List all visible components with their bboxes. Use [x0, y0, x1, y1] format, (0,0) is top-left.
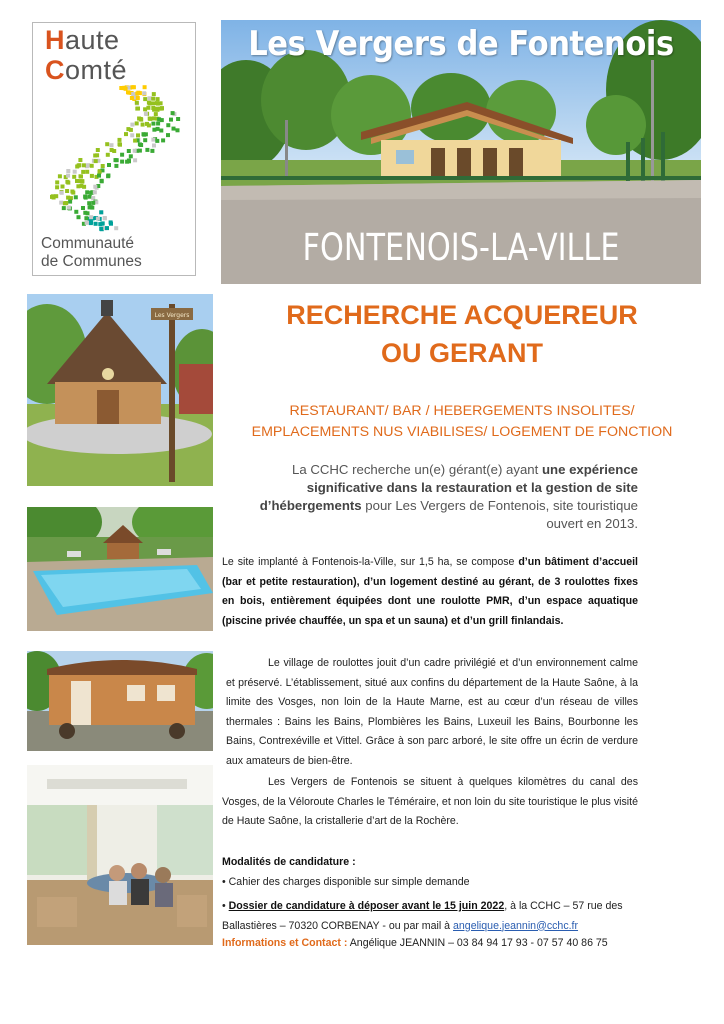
location-paragraph: Les Vergers de Fontenois se situent à quelques kilomètres du canal des Vosges, de la Véloroute Charles le Téméraire, et non loin du site touristique le plus visité de Haute Saône, la cristallerie d’art de la Rochère. [222, 776, 638, 828]
logo-line-comte: Comté [45, 55, 128, 85]
photo-kota-cabin [27, 294, 213, 486]
logo-line-haute: Haute [45, 25, 120, 55]
services-list [222, 401, 702, 443]
contact-label: Informations et Contact : [222, 937, 348, 949]
headline-line-1: RECHERCHE ACQUEREUR [286, 300, 638, 330]
headline-line-2: OU GERANT [381, 338, 543, 368]
contact-value: Angélique JEANNIN – 03 84 94 17 93 - 07 57 40 86 75 [347, 937, 608, 949]
email-link[interactable]: angelique.jeannin@cchc.fr [453, 919, 579, 932]
main-headline [222, 296, 702, 372]
photo-roulotte [27, 651, 213, 751]
intro-paragraph: La CCHC recherche un(e) gérant(e) ayant une expérience significative dans la restauration et la gestion de site d’hébergements pour Les Vergers de Fontenois, site touristique ouvert en 2013. [259, 462, 638, 531]
bullet-icon: • [222, 876, 229, 888]
contact-line [222, 937, 608, 949]
logo-mosaic-icon [39, 85, 189, 235]
hero-photo [221, 20, 701, 284]
application-terms-title: Modalités de candidature : [222, 856, 356, 868]
site-description-paragraph: Le site implanté à Fontenois-la-Ville, sur 1,5 ha, se compose d’un bâtiment d’accueil (bar et petite restauration), d’un logement destiné au gérant, de 3 roulottes fixes en bois, entièrement équipées dont une roulotte PMR, d’un espace aquatique (piscine privée chauffée, un spa et un sauna) et d’un grill finlandais. [222, 556, 639, 627]
application-item-deadline: • Dossier de candidature à déposer avant le 15 juin 2022, à la CCHC – 57 rue des Ballastières – 70320 CORBENAY - ou par mail à angelique.jeannin@cchc.fr [222, 900, 623, 932]
wooden-sign-text: Les Vergers [154, 312, 190, 319]
logo-line-de-communes: de Communes [41, 253, 142, 270]
site-facilities: d’un bâtiment d’accueil (bar et petite restauration), d’un logement destiné au gérant, de 3 roulottes fixes en bois, entièrement équipées dont une roulotte PMR, d’un espace aquatique (piscine privée chauffée, un spa et un sauna) et d’un grill finlandais. [222, 556, 639, 627]
hero-town-name: FONTENOIS-LA-VILLE [302, 226, 620, 269]
hero-title: Les Vergers de Fontenois [248, 24, 674, 64]
services-line-1: RESTAURANT/ BAR / HEBERGEMENTS INSOLITES/ [289, 403, 635, 419]
intro-emphasis: une expérience significative dans la restauration et la gestion de site d’hébergements [259, 462, 638, 513]
photo-pool [27, 507, 213, 631]
logo-line-communaute: Communauté [41, 235, 135, 252]
photo-dining-room [27, 765, 213, 945]
application-item-specs: • Cahier des charges disponible sur simple demande [222, 876, 470, 888]
services-line-2: EMPLACEMENTS NUS VIABILISES/ LOGEMENT DE FONCTION [251, 424, 673, 440]
bullet-icon: • [222, 900, 229, 912]
cchc-logo [32, 22, 196, 276]
deadline-text: Dossier de candidature à déposer avant le 15 juin 2022 [228, 900, 505, 912]
environment-paragraph: Le village de roulottes jouit d’un cadre privilégié et d’un environnement calme et préservé. L’établissement, situé aux confins du département de la Haute Saône, à la limite des Vosges, non loin de la Haute Marne, est au cœur d’un réseau de villes thermales : Bains les Bains, Plombières les Bains, Luxeuil les Bains, Bourbonne les Bains, Contrexéville et Vittel. Grâce à son parc arboré, le site offre un écrin de verdure aux amateurs de bien-être. [226, 657, 638, 767]
